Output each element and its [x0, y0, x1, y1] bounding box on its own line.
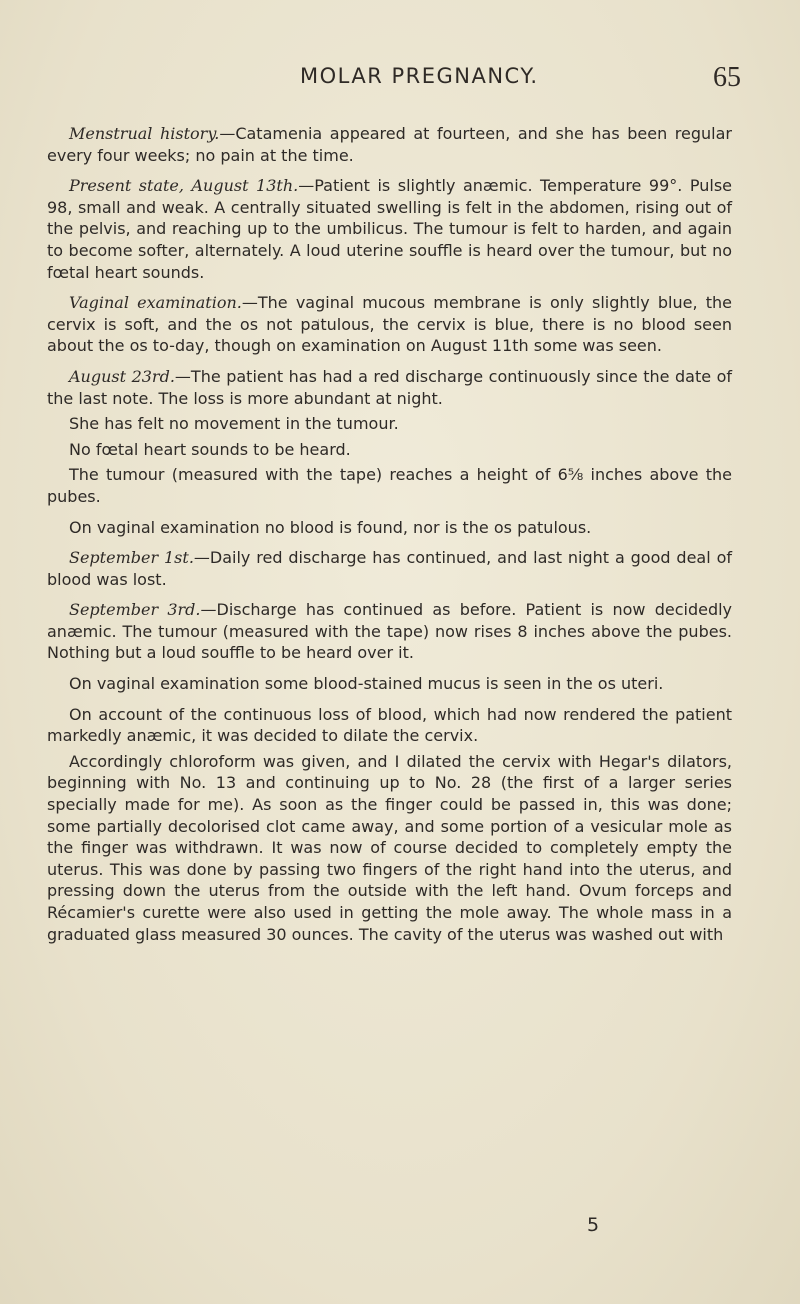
paragraph-text: Accordingly chloroform was given, and I dilated the cervix with Hegar's dilators, beginning with No. 13 and continuing up to No. 28 (the first of a larger series specially made for me). As soon as the finger could be passed in, this was done; some partially decolorised clot came away, and some portion of a vesicular mole as the finger was withdrawn. It was now of course decided to completely empty the uterus. This was done by passing two fingers of the right hand into the uterus, and pressing down the uterus from the outside with the left hand. Ovum forceps and Récamier's curette were also used in getting the mole away. The whole mass in a graduated glass measured 30 ounces. The cavity of the uterus was washed out with — [47, 751, 732, 944]
paragraph-heading: Vaginal examination. — [69, 293, 242, 313]
paragraph-september-1 — [47, 547, 732, 590]
paragraph-heading: August 23rd. — [69, 366, 175, 386]
paragraph-text: She has felt no movement in the tumour. — [69, 414, 399, 434]
paragraph-heading: Present state, August 13th. — [69, 176, 299, 196]
paragraph-text: —Patient is slightly anæmic. Temperature 99°. Pulse 98, small and weak. A centrally situated swelling is felt in the abdomen, rising out of the pelvis, and reaching up to the umbilicus. The tumour is felt to harden, and again to become softer, alternately. A loud uterine souffle is heard over the tumour, but no fœtal heart sounds. — [47, 176, 733, 282]
paragraph-heading: September 3rd. — [69, 600, 201, 620]
paragraph-august-23 — [47, 366, 732, 409]
body-text — [47, 123, 732, 954]
paragraph-september-3 — [47, 599, 732, 664]
paragraph-present-state — [47, 175, 732, 283]
paragraph-text: On account of the continuous loss of blood, which had now rendered the patient markedly anæmic, it was decided to dilate the cervix. — [47, 704, 732, 746]
paragraph-text: On vaginal examination no blood is found, nor is the os patulous. — [69, 517, 592, 537]
paragraph-text: No fœtal heart sounds to be heard. — [69, 439, 351, 459]
paragraph-dilate-decision — [47, 704, 732, 747]
page-header — [0, 58, 800, 98]
page-number: 65 — [713, 62, 741, 93]
paragraph-procedure — [47, 751, 732, 945]
signature-mark: 5 — [587, 1214, 600, 1236]
paragraph-text: —Catamenia appeared at fourteen, and she has been regular every four weeks; no pain at the time. — [47, 124, 733, 165]
paragraph-text: On vaginal examination some blood-stained mucus is seen in the os uteri. — [69, 674, 664, 694]
paragraph-text: —The vaginal mucous membrane is only slightly blue, the cervix is soft, and the os not patulous, the cervix is blue, there is no blood seen about the os to-day, though on examination on August 11th some was seen. — [47, 293, 732, 356]
paragraph-text: —Daily red discharge has continued, and last night a good deal of blood was lost. — [47, 548, 732, 589]
paragraph-heading: September 1st. — [69, 548, 194, 568]
paragraph-no-movement — [47, 413, 732, 435]
paragraph-vaginal-examination — [47, 292, 732, 357]
paragraph-heading: Menstrual history. — [69, 124, 220, 143]
paragraph-blood-stained-mucus — [47, 673, 732, 695]
running-head: MOLAR PREGNANCY. — [300, 64, 539, 88]
paragraph-menstrual-history — [47, 123, 732, 166]
paragraph-no-blood — [47, 517, 732, 539]
paragraph-text: —Discharge has continued as before. Patient is now decidedly anæmic. The tumour (measured with the tape) now rises 8 inches above the pubes. Nothing but a loud souffle to be heard over it. — [47, 600, 733, 663]
paragraph-tumour-height — [47, 464, 732, 507]
paragraph-text: The tumour (measured with the tape) reaches a height of 6⅝ inches above the pubes. — [47, 465, 732, 506]
paragraph-no-heart-sounds — [47, 439, 732, 461]
paragraph-text: —The patient has had a red discharge continuously since the date of the last note. The loss is more abundant at night. — [47, 366, 733, 408]
